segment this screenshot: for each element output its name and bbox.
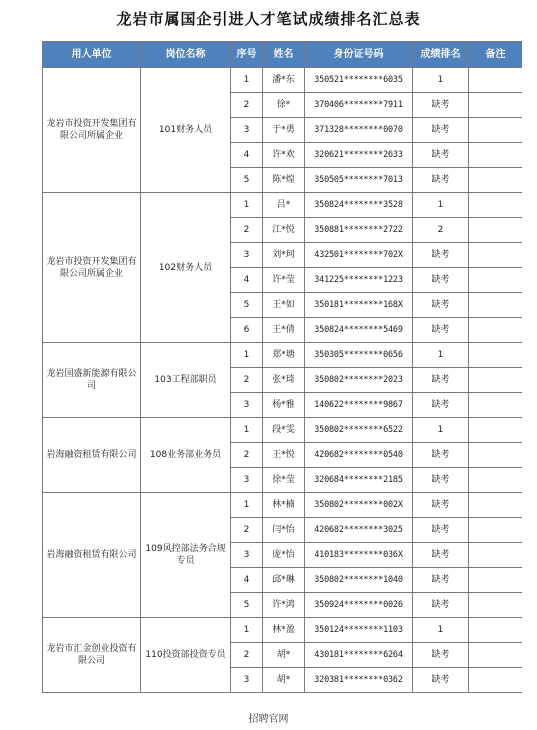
cell-no: 6 bbox=[231, 318, 263, 343]
cell-rank: 缺考 bbox=[413, 393, 469, 418]
cell-note bbox=[469, 518, 523, 543]
cell-note bbox=[469, 318, 523, 343]
cell-note bbox=[469, 118, 523, 143]
cell-note bbox=[469, 143, 523, 168]
table-row bbox=[43, 493, 523, 518]
cell-note bbox=[469, 68, 523, 93]
cell-rank: 缺考 bbox=[413, 543, 469, 568]
cell-no: 5 bbox=[231, 293, 263, 318]
footer-watermark: 招聘官网 bbox=[248, 714, 289, 725]
cell-no: 3 bbox=[231, 668, 263, 693]
cell-rank: 1 bbox=[413, 618, 469, 643]
cell-name: 林*盈 bbox=[263, 618, 305, 643]
cell-no: 1 bbox=[231, 68, 263, 93]
cell-name: 邱*琳 bbox=[263, 568, 305, 593]
cell-rank: 缺考 bbox=[413, 93, 469, 118]
cell-name: 徐* bbox=[263, 93, 305, 118]
cell-name: 杨*雅 bbox=[263, 393, 305, 418]
cell-no: 3 bbox=[231, 543, 263, 568]
header-name: 姓名 bbox=[263, 42, 305, 68]
cell-id: 420682********3025 bbox=[305, 518, 413, 543]
cell-no: 5 bbox=[231, 168, 263, 193]
cell-no: 5 bbox=[231, 593, 263, 618]
cell-rank: 缺考 bbox=[413, 668, 469, 693]
cell-name: 潘*东 bbox=[263, 68, 305, 93]
header-rank: 成绩排名 bbox=[413, 42, 469, 68]
cell-no: 1 bbox=[231, 343, 263, 368]
cell-note bbox=[469, 343, 523, 368]
cell-note bbox=[469, 168, 523, 193]
cell-rank: 1 bbox=[413, 343, 469, 368]
cell-note bbox=[469, 668, 523, 693]
cell-id: 350802********1040 bbox=[305, 568, 413, 593]
cell-id: 350505********7013 bbox=[305, 168, 413, 193]
cell-post: 102财务人员 bbox=[141, 193, 231, 343]
cell-rank: 1 bbox=[413, 193, 469, 218]
cell-unit: 龙岩市投资开发集团有限公司所属企业 bbox=[43, 193, 141, 343]
table-header-row bbox=[43, 42, 523, 68]
cell-no: 1 bbox=[231, 618, 263, 643]
cell-rank: 缺考 bbox=[413, 643, 469, 668]
cell-rank: 缺考 bbox=[413, 568, 469, 593]
cell-no: 2 bbox=[231, 93, 263, 118]
header-post: 岗位名称 bbox=[141, 42, 231, 68]
cell-name: 许*莹 bbox=[263, 268, 305, 293]
cell-id: 370406********7911 bbox=[305, 93, 413, 118]
cell-note bbox=[469, 268, 523, 293]
cell-rank: 缺考 bbox=[413, 468, 469, 493]
cell-name: 江*悦 bbox=[263, 218, 305, 243]
table-row bbox=[43, 343, 523, 368]
cell-name: 庞*怡 bbox=[263, 543, 305, 568]
cell-post: 109风控部法务合规专员 bbox=[141, 493, 231, 618]
cell-name: 王*悦 bbox=[263, 443, 305, 468]
cell-note bbox=[469, 218, 523, 243]
cell-note bbox=[469, 468, 523, 493]
cell-name: 刘*珂 bbox=[263, 243, 305, 268]
cell-note bbox=[469, 243, 523, 268]
cell-name: 胡* bbox=[263, 643, 305, 668]
cell-name: 胡* bbox=[263, 668, 305, 693]
cell-id: 350924********0026 bbox=[305, 593, 413, 618]
cell-rank: 缺考 bbox=[413, 318, 469, 343]
cell-name: 陈*煌 bbox=[263, 168, 305, 193]
cell-rank: 缺考 bbox=[413, 118, 469, 143]
cell-id: 420682********0540 bbox=[305, 443, 413, 468]
cell-rank: 缺考 bbox=[413, 443, 469, 468]
cell-no: 3 bbox=[231, 118, 263, 143]
cell-rank: 缺考 bbox=[413, 493, 469, 518]
cell-rank: 缺考 bbox=[413, 168, 469, 193]
cell-name: 段*雯 bbox=[263, 418, 305, 443]
cell-name: 林*楠 bbox=[263, 493, 305, 518]
cell-unit: 龙岩市汇金创业投资有限公司 bbox=[43, 618, 141, 693]
cell-unit: 龙岩市投资开发集团有限公司所属企业 bbox=[43, 68, 141, 193]
cell-rank: 1 bbox=[413, 418, 469, 443]
cell-no: 4 bbox=[231, 268, 263, 293]
cell-note bbox=[469, 368, 523, 393]
cell-note bbox=[469, 193, 523, 218]
cell-name: 王*倩 bbox=[263, 318, 305, 343]
cell-rank: 缺考 bbox=[413, 368, 469, 393]
cell-note bbox=[469, 618, 523, 643]
cell-id: 350802********6522 bbox=[305, 418, 413, 443]
header-id: 身份证号码 bbox=[305, 42, 413, 68]
cell-note bbox=[469, 643, 523, 668]
cell-id: 320684********2185 bbox=[305, 468, 413, 493]
cell-note bbox=[469, 443, 523, 468]
cell-name: 徐*莹 bbox=[263, 468, 305, 493]
cell-id: 350802********2023 bbox=[305, 368, 413, 393]
cell-rank: 1 bbox=[413, 68, 469, 93]
cell-id: 410183********036X bbox=[305, 543, 413, 568]
header-no: 序号 bbox=[231, 42, 263, 68]
cell-rank: 2 bbox=[413, 218, 469, 243]
cell-rank: 缺考 bbox=[413, 243, 469, 268]
cell-name: 张*琦 bbox=[263, 368, 305, 393]
cell-rank: 缺考 bbox=[413, 268, 469, 293]
table-body bbox=[43, 68, 523, 693]
cell-note bbox=[469, 293, 523, 318]
cell-no: 1 bbox=[231, 418, 263, 443]
cell-no: 4 bbox=[231, 568, 263, 593]
cell-post: 101财务人员 bbox=[141, 68, 231, 193]
cell-no: 3 bbox=[231, 393, 263, 418]
cell-id: 350824********3528 bbox=[305, 193, 413, 218]
cell-id: 350305********0656 bbox=[305, 343, 413, 368]
cell-no: 2 bbox=[231, 218, 263, 243]
cell-note bbox=[469, 568, 523, 593]
cell-id: 350802********002X bbox=[305, 493, 413, 518]
cell-post: 103工程部职员 bbox=[141, 343, 231, 418]
cell-note bbox=[469, 393, 523, 418]
cell-id: 430181********6264 bbox=[305, 643, 413, 668]
cell-id: 350124********1103 bbox=[305, 618, 413, 643]
results-table bbox=[42, 41, 522, 693]
cell-name: 于*勇 bbox=[263, 118, 305, 143]
cell-post: 110投资部投资专员 bbox=[141, 618, 231, 693]
cell-note bbox=[469, 543, 523, 568]
cell-rank: 缺考 bbox=[413, 518, 469, 543]
cell-no: 4 bbox=[231, 143, 263, 168]
cell-rank: 缺考 bbox=[413, 293, 469, 318]
cell-id: 350881********2722 bbox=[305, 218, 413, 243]
cell-id: 371328********0070 bbox=[305, 118, 413, 143]
cell-no: 2 bbox=[231, 368, 263, 393]
cell-unit: 岩海融资租赁有限公司 bbox=[43, 493, 141, 618]
cell-note bbox=[469, 493, 523, 518]
cell-name: 许*欢 bbox=[263, 143, 305, 168]
cell-name: 郑*塘 bbox=[263, 343, 305, 368]
cell-id: 432501********702X bbox=[305, 243, 413, 268]
cell-no: 3 bbox=[231, 243, 263, 268]
cell-post: 108业务部业务员 bbox=[141, 418, 231, 493]
header-note: 备注 bbox=[469, 42, 523, 68]
cell-id: 350521********6035 bbox=[305, 68, 413, 93]
cell-unit: 龙岩国盛新能源有限公司 bbox=[43, 343, 141, 418]
cell-no: 2 bbox=[231, 643, 263, 668]
cell-no: 1 bbox=[231, 493, 263, 518]
cell-no: 1 bbox=[231, 193, 263, 218]
cell-id: 350824********5469 bbox=[305, 318, 413, 343]
cell-id: 140622********9867 bbox=[305, 393, 413, 418]
cell-name: 王*如 bbox=[263, 293, 305, 318]
cell-rank: 缺考 bbox=[413, 143, 469, 168]
page-title: 龙岩市属国企引进人才笔试成绩排名汇总表 bbox=[116, 10, 421, 28]
cell-note bbox=[469, 93, 523, 118]
cell-note bbox=[469, 593, 523, 618]
cell-note bbox=[469, 418, 523, 443]
cell-no: 2 bbox=[231, 443, 263, 468]
results-table-container bbox=[42, 41, 522, 696]
cell-no: 2 bbox=[231, 518, 263, 543]
cell-name: 吕* bbox=[263, 193, 305, 218]
cell-rank: 缺考 bbox=[413, 593, 469, 618]
cell-id: 341225********1223 bbox=[305, 268, 413, 293]
cell-id: 320621********2633 bbox=[305, 143, 413, 168]
cell-name: 闫*怡 bbox=[263, 518, 305, 543]
cell-id: 350181********168X bbox=[305, 293, 413, 318]
cell-unit: 岩海融资租赁有限公司 bbox=[43, 418, 141, 493]
cell-id: 320381********0362 bbox=[305, 668, 413, 693]
table-row bbox=[43, 68, 523, 93]
cell-name: 许*鸿 bbox=[263, 593, 305, 618]
table-row bbox=[43, 193, 523, 218]
header-unit: 用人单位 bbox=[43, 42, 141, 68]
table-row bbox=[43, 618, 523, 643]
cell-no: 3 bbox=[231, 468, 263, 493]
table-row bbox=[43, 418, 523, 443]
